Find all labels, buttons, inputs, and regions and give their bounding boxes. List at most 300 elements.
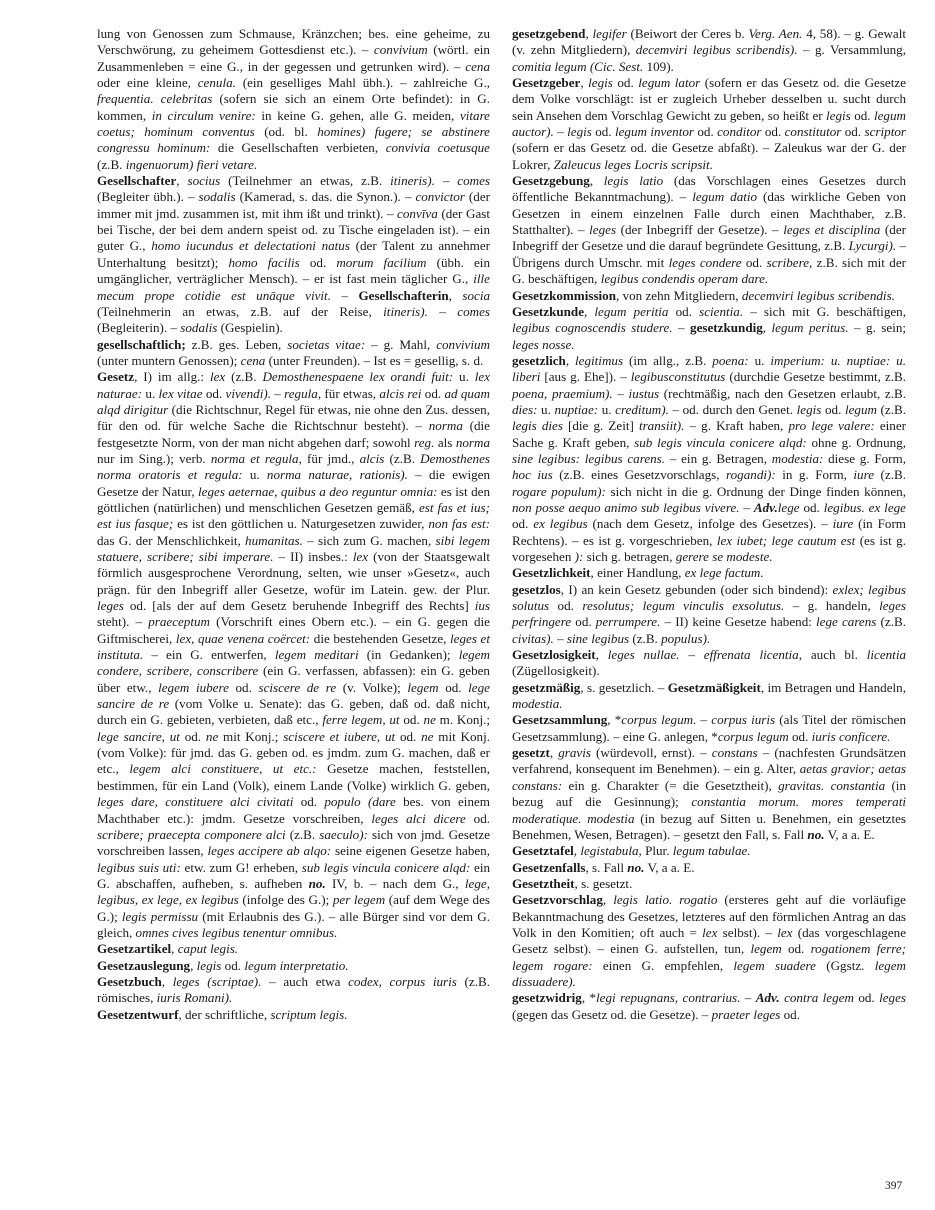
- latin-term: praeter leges: [711, 1006, 781, 1022]
- entry-text: in g. Form,: [775, 467, 854, 483]
- latin-term: aetas gravior; aetas constans:: [512, 761, 906, 793]
- entry-text: (Zügellosigkeit).: [512, 663, 600, 679]
- latin-term: legum tabulae.: [672, 843, 751, 859]
- latin-term: legum peritus.: [771, 320, 849, 336]
- latin-term: alcis: [359, 450, 385, 466]
- entry-headword: gesetzlos: [512, 581, 561, 597]
- entry-text: (mit Erlaubnis des G.). – alle Bürger sind vor dem G. gleich,: [97, 908, 490, 940]
- entry-text: seine eigenen Gesetze haben,: [331, 843, 490, 859]
- latin-term: non fas est:: [428, 516, 491, 532]
- entry-text: 4, 58). – g. Gewalt (v. zehn Mitgliedern),: [512, 26, 907, 58]
- entry-text: z.B. sich mit der G. beschäftigen,: [512, 254, 906, 287]
- latin-term: legis permissu: [121, 908, 199, 924]
- latin-term: sub legis vincula conicere alqd:: [634, 434, 807, 450]
- entry-text: (sofern er das Gesetz od. die Gesetze dem Volke vorschlägt: ist er zugleich Urheber desselben u. sucht durch sein Ansehen dem Vorschlag Gewicht zu geben, so heißt er: [512, 75, 907, 123]
- latin-term: vivendi). – regula,: [225, 385, 322, 401]
- entry-text: , *: [581, 990, 597, 1006]
- latin-term: legifer: [592, 26, 627, 41]
- entry-text: (das Vorschlagen eines Gesetzes durch öffentliche Bekanntmachung). –: [512, 173, 906, 205]
- latin-term: ne: [421, 728, 434, 744]
- latin-term: sibi legem statuere, scribere; sibi imperare.: [97, 532, 490, 564]
- entry-text: od.: [421, 385, 445, 401]
- dictionary-entry: [512, 304, 906, 353]
- entry-text: od.: [549, 598, 583, 614]
- entry-text: (Begleiter übh.). –: [97, 189, 199, 205]
- latin-term: convīva: [397, 205, 438, 221]
- latin-term: perrumpere.: [595, 614, 661, 630]
- latin-term: convictor: [415, 189, 465, 205]
- latin-term: constantia morum. mores temperati moderatique. modestia: [512, 794, 906, 826]
- dictionary-entry: [97, 1007, 490, 1023]
- latin-term: legibus. ex lege: [823, 499, 906, 515]
- entry-text: , *: [607, 712, 622, 728]
- entry-text: (Teilnehmerin an etwas, z.B. auf der Reise,: [97, 303, 384, 319]
- latin-term: iure: [832, 516, 854, 532]
- entry-text: (nach dem Gesetz, infolge des Gesetzes). –: [587, 516, 833, 532]
- entry-text: ,: [585, 26, 593, 41]
- entry-text: , der schriftliche,: [178, 1006, 271, 1022]
- latin-term: iuris Romani).: [156, 990, 233, 1006]
- entry-text: (sofern er das Gesetz od. die Gesetze abfaßt). – Zaleukus war der G. der Lokrer,: [512, 140, 906, 172]
- entry-text: od.: [293, 794, 325, 810]
- latin-term: norma naturae, rationis).: [266, 467, 408, 483]
- entry-text: ,: [549, 745, 559, 761]
- latin-term: Verg. Aen.: [748, 26, 803, 41]
- latin-term: ingenuorum) fieri vetare.: [125, 156, 258, 172]
- dictionary-entry: [97, 173, 490, 336]
- entry-text: (in bezug auf die Gesinnung);: [512, 777, 906, 810]
- entry-text: ,: [448, 287, 463, 303]
- latin-term: ferre legem, ut: [322, 712, 400, 728]
- entry-text: – sich mit G. beschäftigen,: [743, 303, 906, 319]
- entry-text: (in bezug auf Sitten u. Benehmen, ein gesetztes Benehmen, Wesen, Betragen). – gesetzt den Fall, s. Fall: [512, 810, 906, 842]
- entry-text: mit Konj. (vom Volke): für jmd. das G. geben od. es jmdm. zum G. machen, daß er etc.,: [97, 728, 490, 777]
- entry-text: – g. Versammlung,: [797, 42, 906, 58]
- entry-headword: Gesetzsammlung: [512, 712, 608, 728]
- latin-term: legibusconstitutus: [630, 369, 726, 385]
- entry-text: (Vorschrift eines Obern etc.). – ein G. gegen die Giftmischerei,: [97, 614, 490, 646]
- latin-term: convivium: [373, 42, 428, 58]
- entry-text: , einer Handlung,: [590, 565, 685, 581]
- latin-term: iuris conficere.: [811, 728, 891, 744]
- latin-term: corpus legum. – corpus iuris: [621, 712, 776, 728]
- entry-text: ,: [565, 352, 576, 368]
- latin-term: ad quam alqd dirigitur: [97, 385, 490, 417]
- latin-term: rogationem ferre; legem rogare:: [512, 941, 906, 973]
- latin-term: scribere,: [766, 254, 813, 270]
- entry-text: od.: [399, 712, 424, 728]
- latin-term: omnes cives legibus tenentur omnibus.: [135, 924, 338, 940]
- entry-text: einen G. empfehlen,: [592, 957, 734, 973]
- dictionary-entry: [512, 565, 906, 581]
- dictionary-entry: [512, 75, 906, 173]
- latin-term: legem iubere: [158, 679, 229, 695]
- entry-text: (die Richtschnur, Regel für etwas, nie ohne den Zus. dessen, für den od. für welche Sache die Richtschnur besteht). –: [97, 401, 490, 434]
- entry-text: , s. gesetzlich. –: [580, 679, 668, 695]
- entry-text: – g. handeln,: [784, 598, 880, 614]
- latin-term: reg.: [414, 434, 435, 450]
- latin-term: constitutor: [784, 124, 842, 140]
- latin-term: leges alci dicere: [371, 810, 466, 826]
- entry-text: V, a a. E.: [644, 859, 695, 875]
- latin-term: populo (dare: [324, 794, 396, 810]
- entry-headword: gesellschaftlich;: [97, 336, 186, 352]
- entry-text: ,: [602, 892, 614, 908]
- latin-term: legum auctor). – legis: [512, 107, 906, 140]
- entry-text: od.: [761, 124, 785, 140]
- latin-term: legum peritia: [594, 303, 669, 319]
- latin-term: rogare populum):: [512, 483, 606, 499]
- entry-text: –: [740, 990, 756, 1006]
- entry-text: lung von Genossen zum Schmause, Kränzchen; bes. eine geheime, zu Verschwörung, zu geheimem Gottesdienst etc.). –: [97, 26, 490, 58]
- latin-term: lex naturae:: [97, 369, 490, 401]
- entry-text: (v. Volke);: [336, 679, 408, 695]
- latin-term: lex: [702, 924, 718, 940]
- entry-text: (sofern sie sich an einem Orte befindet): in G. kommen,: [97, 91, 491, 123]
- left-column: [97, 26, 490, 1023]
- entry-headword: gesetzgebend: [512, 26, 586, 41]
- latin-term: gerere se modeste.: [675, 549, 773, 564]
- entry-text: (Ggstz.: [815, 957, 875, 973]
- entry-text: (rechtmäßig, nach den Gesetzen erlaubt, z.B.: [659, 385, 906, 401]
- latin-term: societas vitae:: [287, 336, 366, 352]
- latin-term: itineris). – comes: [383, 303, 490, 319]
- entry-text: (od. bl.: [254, 124, 318, 140]
- entry-text: – sich zum G. machen,: [302, 532, 436, 548]
- latin-term: legitimus: [575, 352, 624, 368]
- dictionary-entry: [97, 974, 490, 1007]
- entry-text: diese g. Form,: [823, 450, 907, 466]
- entry-headword: Gesetzbuch: [97, 973, 162, 989]
- entry-text: die bestehenden Gesetze,: [310, 630, 451, 646]
- entry-text: (z.B.: [225, 369, 263, 385]
- latin-term: non posse aequo animo sub legibus vivere.: [512, 499, 740, 515]
- entry-headword: Gesetzenfalls: [512, 859, 586, 875]
- entry-text: (gegen das Gesetz od. die Gesetze). –: [512, 1006, 712, 1022]
- latin-term: scriptum legis.: [270, 1006, 348, 1022]
- entry-text: IV, b. – nach dem G.,: [325, 875, 465, 891]
- latin-term: leges nosse.: [512, 336, 575, 352]
- latin-term: legum inventor: [614, 124, 694, 140]
- entry-text: (z.B. eines Gesetzvorschlags,: [552, 467, 727, 483]
- entry-text: mit Konj.;: [218, 728, 284, 744]
- latin-term: sub legis vincula conicere alqd:: [301, 859, 471, 875]
- latin-term: modestia:: [771, 450, 824, 466]
- entry-text: ,: [190, 957, 197, 973]
- latin-term: conditor: [717, 124, 762, 140]
- entry-headword: Gesetzkunde: [512, 303, 585, 319]
- entry-headword: Gesetzauslegung: [97, 957, 191, 973]
- entry-headword: gesetzmäßig: [512, 679, 581, 695]
- entry-text: (infolge des G.);: [238, 892, 333, 908]
- right-column: [512, 26, 906, 1023]
- latin-term: leges (scriptae).: [172, 973, 262, 989]
- entry-text: – g. Kraft haben,: [684, 418, 789, 434]
- entry-headword: Gesetzvorschlag: [512, 892, 603, 908]
- entry-text: od.: [853, 990, 880, 1006]
- entry-text: u.: [748, 352, 771, 368]
- dictionary-entry: [97, 26, 490, 173]
- latin-term: frequentia. celebritas: [97, 91, 213, 107]
- entry-text: z.B. ges. Leben,: [185, 336, 288, 352]
- entry-headword: gesetzwidrig: [512, 990, 582, 1006]
- latin-term: ex lege factum.: [684, 565, 764, 581]
- latin-term: sine legibus: legibus carens.: [512, 450, 666, 466]
- latin-term: lex, quae venena coërcet:: [175, 630, 311, 646]
- latin-term: contra legem: [784, 990, 854, 1006]
- entry-text: (Beiwort der Ceres b.: [626, 26, 749, 41]
- dictionary-entry: [512, 712, 906, 745]
- entry-headword: gesetzlich: [512, 352, 566, 368]
- entry-headword: Gesetzkommission: [512, 287, 617, 303]
- entry-text: –: [330, 287, 359, 303]
- latin-term: legis latio. rogatio: [613, 892, 718, 908]
- entry-headword: Gesetztafel: [512, 843, 574, 859]
- entry-text: ,: [171, 941, 178, 957]
- entry-headword: gesetzkundig: [690, 320, 763, 336]
- latin-term: norma: [455, 434, 491, 450]
- entry-text: (durchdie Gesetze bestimmt, z.B.: [725, 369, 906, 385]
- entry-text: od.: [781, 941, 811, 957]
- latin-term: leges: [589, 222, 617, 238]
- latin-term: legem condere, scribere, conscribere: [97, 647, 490, 679]
- entry-text: – g. sein;: [848, 320, 907, 336]
- dictionary-entry: [512, 860, 906, 876]
- latin-term: gravis: [558, 745, 591, 761]
- latin-term: cena: [240, 352, 266, 368]
- latin-term: ne: [205, 728, 219, 744]
- latin-term: leges condere: [668, 254, 742, 270]
- latin-term: cena: [465, 58, 490, 74]
- entry-text: (es ist g. vorgesehen: [512, 532, 907, 564]
- latin-term: lex: [352, 549, 369, 564]
- latin-term: scribere; praecepta componere alci: [97, 826, 286, 842]
- entry-text: auch bl.: [801, 647, 867, 663]
- latin-term: lege sancire de re: [97, 679, 490, 712]
- entry-text: (das wirkliche Geben von Gesetzen in einem einzelnen Falle durch einen Machthaber, z.B. Statthalter). –: [512, 189, 907, 238]
- latin-term: ille mecum prope cotidie est unāque vivit.: [97, 271, 490, 303]
- entry-text: 109).: [643, 58, 674, 74]
- latin-term: ):: [574, 549, 584, 564]
- latin-term: itineris). – comes: [390, 173, 491, 189]
- entry-text: od.: [850, 107, 874, 123]
- entry-text: (unter muntern Genossen);: [97, 352, 241, 368]
- latin-term: modestia.: [512, 696, 563, 712]
- entry-text: nur im Sing.); verb.: [97, 450, 211, 466]
- dictionary-entry: [512, 876, 906, 892]
- entry-headword: gesetzt: [512, 745, 550, 761]
- latin-term: homo iucundus et delectationi natus: [151, 238, 350, 254]
- latin-term: Demosthenes norma oratoris et regula:: [97, 450, 490, 483]
- entry-text: es ist den göttlichen u. Naturgesetzen zuwider,: [173, 516, 429, 532]
- entry-headword: Gesellschafterin: [358, 287, 449, 303]
- entry-text: als: [434, 434, 456, 450]
- latin-term: legis latio: [603, 173, 664, 189]
- latin-term: humanitas.: [245, 532, 303, 548]
- latin-term: lex: [209, 369, 226, 385]
- entry-text: etw. zum G! erheben,: [180, 859, 302, 875]
- entry-text: (Kamerad, s. das. die Synon.). –: [235, 189, 416, 205]
- latin-term: norma: [428, 418, 463, 434]
- latin-term: sciscere et iubere, ut: [283, 728, 396, 744]
- entry-text: ohne g. Ordnung,: [806, 434, 907, 450]
- latin-term: legum interpretatio.: [244, 957, 349, 973]
- latin-term: alcis rei: [379, 385, 422, 401]
- entry-text: , von zehn Mitgliedern,: [616, 287, 742, 303]
- entry-text: od.: [788, 728, 812, 744]
- entry-text: (der immer mit jmd. zusammen ist, mit ihm ißt und trinkt). –: [97, 189, 490, 221]
- latin-term: ex legibus: [533, 516, 588, 532]
- entry-text: das G. der Menschlichkeit,: [97, 532, 246, 548]
- entry-text: ,: [176, 173, 188, 189]
- entry-text: od.: [202, 385, 226, 401]
- latin-term: socia: [462, 287, 491, 303]
- entry-text: bes. von einem Machthaber etc.): jmdm. Gesetze vorschreiben,: [97, 794, 490, 826]
- entry-text: od.: [465, 810, 491, 826]
- entry-text: (der Gast bei Tische, der bei dem andern speist od. zu Tische eingeladen ist). – ein guter G.,: [97, 205, 490, 254]
- latin-term: lege carens: [816, 614, 877, 630]
- latin-term: leges: [97, 598, 124, 614]
- latin-term: codex, corpus iuris: [348, 973, 457, 989]
- entry-text: – die ewigen Gesetze der Natur,: [97, 467, 491, 499]
- entry-text: (auf dem Wege des G.);: [97, 892, 490, 924]
- entry-text: ,: [589, 173, 604, 189]
- entry-headword: Gesetzartikel: [97, 941, 172, 957]
- latin-term: homines) fugere; se abstinere congressu hominum:: [97, 124, 490, 156]
- latin-term: leges et instituta.: [97, 630, 490, 663]
- entry-text: (Gespielin).: [217, 320, 283, 336]
- entry-text: sich g. betragen,: [583, 549, 676, 564]
- latin-term: legem suadere: [733, 957, 816, 973]
- latin-term: legum: [844, 401, 877, 417]
- latin-term: norma et regula,: [210, 450, 302, 466]
- latin-term: legibus suis uti:: [97, 859, 181, 875]
- entry-text: ,: [762, 320, 772, 336]
- latin-term: licentia: [866, 647, 907, 663]
- latin-term: legem: [750, 941, 782, 957]
- entry-text: (als Titel der römischen Gesetzsammlung). – eine G. anlegen, *: [512, 712, 906, 744]
- latin-term: iure: [853, 467, 875, 483]
- latin-term: morum facilium: [336, 254, 427, 270]
- entry-text: für jmd.,: [301, 450, 360, 466]
- latin-term: convivium: [436, 336, 490, 352]
- entry-text: od. [als der auf dem Gesetz beruhende Inbegriff des Rechts]: [123, 598, 475, 614]
- latin-term: lex iubet; lege cautum est: [716, 532, 856, 548]
- latin-term: leges et disciplina: [783, 222, 881, 238]
- entry-headword: no.: [627, 859, 645, 875]
- entry-text: (würdevoll, ernst). –: [590, 745, 712, 761]
- latin-term: legibus cognoscendis studere.: [512, 320, 673, 336]
- entry-text: (die festgesetzte Norm, von der man nicht abgehen darf; sowohl: [97, 418, 490, 450]
- entry-text: , s. Fall: [585, 859, 628, 875]
- entry-headword: Gesetzgeber: [512, 75, 581, 91]
- entry-text: u.: [142, 385, 159, 401]
- latin-term: per legem: [332, 892, 386, 908]
- entry-text: (übh. ein umgänglicher, verträglicher Mensch). – er ist fast mein täglicher G.,: [97, 254, 490, 287]
- entry-text: (z.B.: [876, 401, 907, 417]
- latin-term: saeculo):: [319, 826, 368, 842]
- entry-text: ,: [580, 75, 589, 91]
- dictionary-entry: [97, 958, 490, 974]
- entry-text: für etwas,: [321, 385, 380, 401]
- entry-text: u.: [242, 467, 267, 483]
- entry-text: ein G. abschaffen, aufheben, s. aufheben: [97, 859, 491, 891]
- entry-text: od.: [821, 401, 845, 417]
- entry-text: [aus g. Ehe]). –: [540, 369, 631, 385]
- entry-text: (Teilnehmer an etwas, z.B.: [220, 173, 391, 189]
- entry-text: od.: [694, 124, 718, 140]
- entry-text: (z.B.: [876, 614, 906, 630]
- latin-term: ius: [474, 598, 490, 614]
- entry-headword: Gesetz: [97, 369, 135, 385]
- entry-text: (z.B.: [285, 826, 320, 842]
- latin-term: praeceptum: [148, 614, 210, 630]
- entry-text: (von der Staatsgewalt förmlich ausgesprochene Verordnung, selten, wie unser »Gesetz«, auch prägn. für den Inbegriff aller Gesetze, wofür im Latein. gew. der Plur.: [97, 549, 491, 597]
- latin-term: scriptor: [864, 124, 906, 140]
- entry-text: , I) im allg.:: [134, 369, 210, 385]
- entry-text: u.: [453, 369, 475, 385]
- entry-text: ,: [584, 303, 595, 319]
- entry-text: od.: [395, 728, 422, 744]
- dictionary-entry: [512, 892, 906, 990]
- latin-term: legem dissuadere).: [512, 957, 906, 989]
- latin-term: gravitas. constantia: [778, 777, 886, 793]
- latin-term: lege, legibus, ex lege, ex legibus: [97, 875, 490, 908]
- entry-text: – auch etwa: [261, 973, 349, 989]
- latin-term: homo facilis: [228, 254, 300, 270]
- entry-text: (vom Volke u. Senate): das G. geben, daß od. daß nicht, durch ein G. gebieten, verbieten, daß etc.,: [97, 696, 491, 728]
- dictionary-entry: [512, 288, 906, 304]
- dictionary-entry: [512, 680, 906, 713]
- latin-term: leges nullae. – effrenata licentia,: [607, 647, 802, 663]
- entry-text: in keine G. gehen, alle G. meiden,: [255, 107, 460, 123]
- entry-text: od.: [299, 254, 337, 270]
- entry-text: – II) insbes.:: [273, 549, 353, 564]
- entry-text: die Gesellschaften verbieten,: [210, 140, 386, 156]
- latin-term: Zaleucus leges Locris scripsit.: [553, 156, 713, 172]
- latin-term: hoc ius: [512, 467, 553, 483]
- latin-term: legis: [196, 957, 222, 973]
- dictionary-entry: [512, 647, 906, 680]
- entry-text: (z.B.: [97, 156, 126, 172]
- latin-term: legum lator: [638, 75, 701, 91]
- latin-term: socius: [187, 173, 221, 189]
- latin-term: Demosthenespaene lex orandi fuit:: [262, 369, 454, 385]
- entry-text: ,: [573, 843, 581, 859]
- latin-term: legibus condendis operam dare.: [600, 271, 769, 287]
- entry-text: , im Betragen und Handeln,: [760, 679, 906, 695]
- entry-text: od.: [612, 75, 639, 91]
- entry-text: m. Konj.;: [435, 712, 490, 728]
- entry-text: (wörtl. ein Zusammenleben = eine G., in der gegessen und getrunken wird). –: [97, 42, 490, 74]
- entry-headword: Gesellschafter: [97, 173, 177, 189]
- entry-text: od.: [799, 499, 824, 515]
- entry-text: – II) keine Gesetze habend:: [660, 614, 817, 630]
- entry-text: [die g. Zeit]: [562, 418, 639, 434]
- entry-text: u.: [598, 401, 616, 417]
- entry-text: einer Sache g. Kraft geben,: [512, 418, 906, 450]
- entry-text: od.: [438, 679, 469, 695]
- entry-headword: Gesetztheit: [512, 875, 575, 891]
- entry-headword: no.: [308, 875, 326, 891]
- latin-term: legum datio: [692, 189, 758, 205]
- entry-text: u.: [537, 401, 555, 417]
- latin-term: nuptiae:: [554, 401, 599, 417]
- entry-text: oder eine kleine,: [97, 75, 198, 91]
- entry-headword: Adv.: [755, 990, 780, 1006]
- latin-term: Lycurgi).: [848, 238, 897, 254]
- dictionary-entry: [512, 353, 906, 565]
